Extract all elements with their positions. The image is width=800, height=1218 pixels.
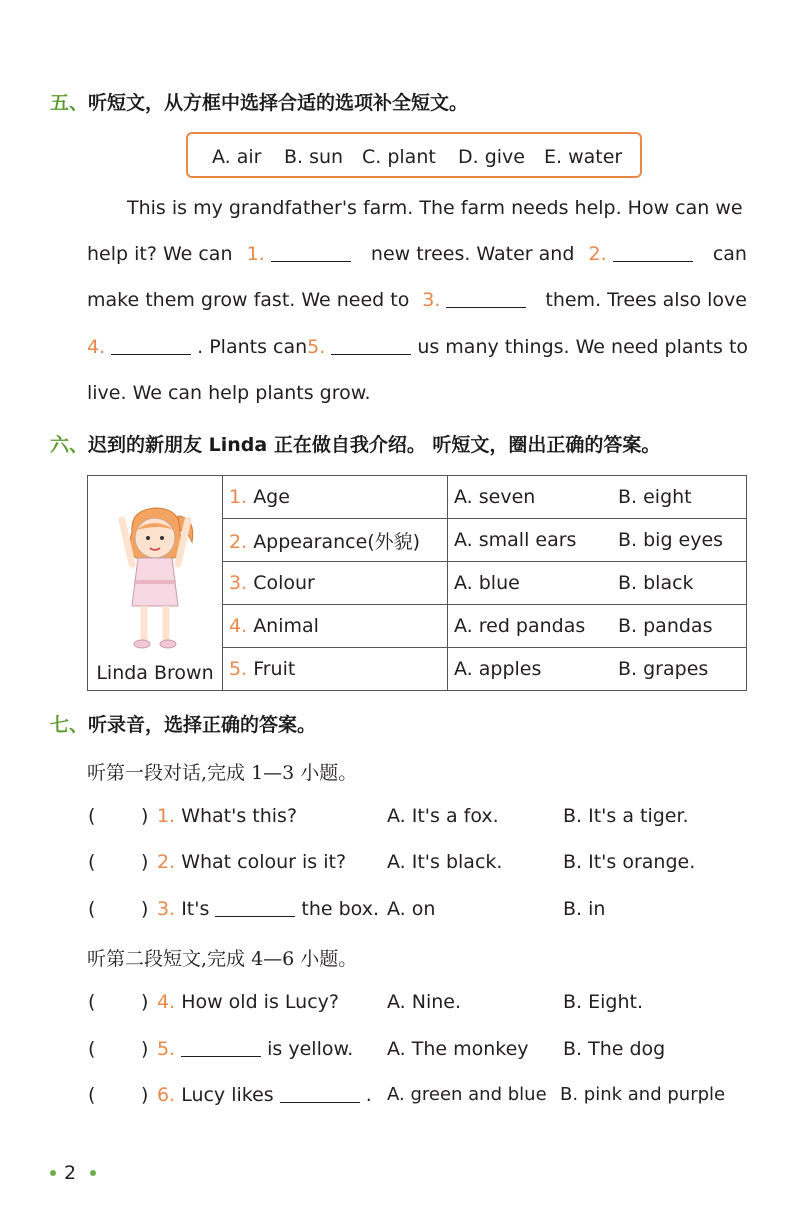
linda-name: Linda Brown [96,662,214,684]
choice-a[interactable]: A. on [387,898,436,920]
blank-3[interactable] [446,306,526,308]
paren-open: ( [88,991,96,1013]
option-e: E. water [544,146,623,168]
blank-5[interactable] [331,353,411,355]
row-number: 4. [229,615,248,637]
section5-number: 五、 [50,92,89,114]
blank-1[interactable] [271,260,351,262]
paren-close: ) [141,1038,149,1060]
option-box [186,132,642,178]
part2-instruction: 听第二段短文,完成 4—6 小题。 [87,948,358,970]
choice-b[interactable]: B. pink and purple [560,1084,726,1105]
passage-line-2 [87,245,747,264]
row-number: 1. [229,486,248,508]
passage-text: . Plants can [197,336,308,358]
footer-dot-left [50,1170,56,1176]
blank-number-1: 1. [246,243,265,265]
blank-2[interactable] [613,260,693,262]
choice-b[interactable]: B. It's a tiger. [563,805,689,827]
paren-close: ) [141,1084,149,1106]
passage-text: help it? We can [87,243,233,265]
row-number: 2. [229,530,248,553]
choice-b[interactable]: B. in [563,898,606,920]
choice-a[interactable]: A. The monkey [387,1038,529,1060]
choice-b[interactable]: B. The dog [563,1038,666,1060]
row-item: Colour [253,572,315,594]
question-number: 1. [157,805,176,827]
answer-slot-3[interactable] [100,895,138,921]
blank-number-2: 2. [588,243,607,265]
choice-a[interactable]: A. It's a fox. [387,805,499,827]
question-4 [157,991,339,1013]
paren-close: ) [141,898,149,920]
paren-open: ( [88,1038,96,1060]
row-item: Fruit [253,658,296,680]
section7-title: 听录音，选择正确的答案。 [88,714,317,736]
question-number: 3. [157,898,176,920]
question-text: is yellow. [267,1038,354,1060]
row-number: 3. [229,572,248,594]
passage-text: us many things. We need plants to [417,336,749,358]
question-3 [157,898,379,920]
part1-instruction: 听第一段对话,完成 1—3 小题。 [87,762,358,784]
question-2 [157,851,346,873]
choice-b[interactable]: B. It's orange. [563,851,696,873]
passage-line-4 [87,338,747,357]
answer-a[interactable]: A. blue [448,562,613,605]
blank-number-3: 3. [422,289,441,311]
passage-line-1: This is my grandfather's farm. The farm needs help. How can we [127,197,743,219]
linda-illustration [100,502,210,662]
blank-4[interactable] [111,353,191,355]
answer-slot-4[interactable] [100,988,138,1014]
passage-line-5: live. We can help plants grow. [87,382,371,404]
linda-info-table [87,475,747,691]
option-d: D. give [458,146,525,168]
question-text: It's [181,898,210,920]
question-text: . [365,1084,372,1106]
page-number: 2 [64,1162,77,1184]
answer-slot-2[interactable] [100,848,138,874]
row-item: Animal [253,615,319,637]
passage-text: can [712,243,747,265]
section6-title: 迟到的新朋友 Linda 正在做自我介绍。 听短文，圈出正确的答案。 [88,434,661,456]
section7-heading [50,710,316,737]
question-number: 6. [157,1084,176,1106]
blank-number-4: 4. [87,336,106,358]
paren-close: ) [141,991,149,1013]
passage-text: make them grow fast. We need to [87,289,410,311]
answer-b[interactable]: B. pandas [612,605,747,648]
passage-text: them. Trees also love [545,289,747,311]
answer-slot-5[interactable] [100,1035,138,1061]
option-b: B. sun [284,146,344,168]
option-a: A. air [212,146,262,168]
choice-a[interactable]: A. It's black. [387,851,503,873]
option-c: C. plant [362,146,436,168]
section6-heading [50,430,660,457]
row-item: Age [253,486,290,508]
row-item: Appearance(外貌) [253,530,421,553]
question-1 [157,805,297,827]
paren-open: ( [88,851,96,873]
footer-dot-right [90,1170,96,1176]
question-text: What colour is it? [181,851,347,873]
question-text: Lucy likes [181,1084,274,1106]
paren-open: ( [88,805,96,827]
section6-number: 六、 [50,434,89,456]
answer-a[interactable]: A. red pandas [448,605,613,648]
passage-text: new trees. Water and [370,243,575,265]
answer-slot-1[interactable] [100,802,138,828]
question-number: 5. [157,1038,176,1060]
section5-heading [50,88,468,115]
blank-number-5: 5. [307,336,326,358]
linda-photo-cell [88,476,223,691]
paren-open: ( [88,898,96,920]
answer-a[interactable]: A. apples [448,648,613,691]
question-text: What's this? [181,805,298,827]
choice-a[interactable]: A. Nine. [387,991,462,1013]
question-5 [157,1038,353,1060]
question-number: 4. [157,991,176,1013]
paren-open: ( [88,1084,96,1106]
paren-close: ) [141,851,149,873]
passage-line-3 [87,291,747,310]
answer-a[interactable]: A. small ears [448,519,613,562]
paren-close: ) [141,805,149,827]
question-6 [157,1084,372,1106]
table-row [88,476,747,519]
fill-blank[interactable] [181,1055,261,1057]
section5-title: 听短文，从方框中选择合适的选项补全短文。 [88,92,469,114]
answer-b[interactable]: B. grapes [612,648,747,691]
fill-blank[interactable] [215,915,295,917]
choice-b[interactable]: B. Eight. [563,991,643,1013]
section7-number: 七、 [50,714,89,736]
answer-b[interactable]: B. eight [612,476,747,519]
answer-b[interactable]: B. black [612,562,747,605]
row-number: 5. [229,658,248,680]
fill-blank[interactable] [280,1101,360,1103]
question-text: the box. [301,898,379,920]
answer-b[interactable]: B. big eyes [612,519,747,562]
question-number: 2. [157,851,176,873]
choice-a[interactable]: A. green and blue [387,1084,547,1105]
answer-a[interactable]: A. seven [448,476,613,519]
question-text: How old is Lucy? [181,991,339,1013]
answer-slot-6[interactable] [100,1081,138,1107]
